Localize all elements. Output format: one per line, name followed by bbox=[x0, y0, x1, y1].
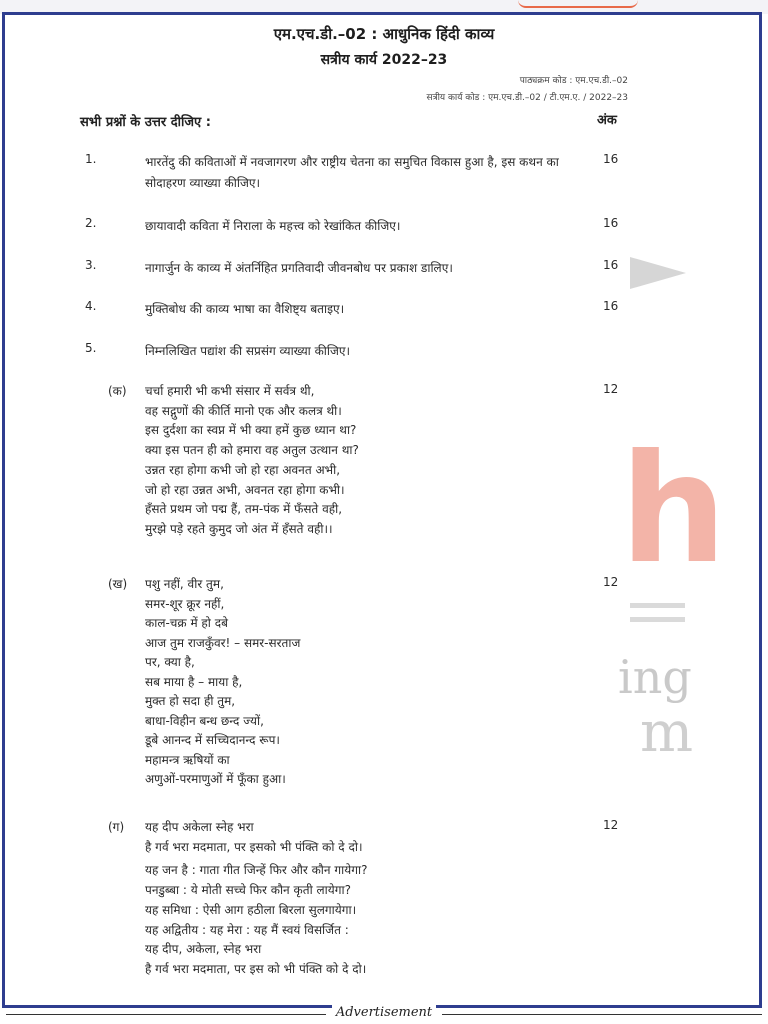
poem-line: क्या इस पतन ही को हमारा वह अतुल उत्थान था? bbox=[145, 443, 359, 458]
question-text: निम्नलिखित पद्यांश की सप्रसंग व्याख्या कीजिए। bbox=[145, 344, 351, 358]
advertisement-divider bbox=[0, 1004, 768, 1024]
poem-line: है गर्व भरा मदमाता, पर इसको भी पंक्ति को दे दो। bbox=[145, 839, 363, 854]
watermark-logo: h ing m bbox=[620, 255, 768, 775]
poem-line: काल-चक्र में हो दबे bbox=[145, 616, 228, 630]
page-subtitle: सत्रीय कार्य 2022–23 bbox=[320, 52, 448, 68]
question-marks: 16 bbox=[603, 299, 619, 313]
question-marks: 16 bbox=[603, 216, 619, 230]
poem-line: वह सद्गुणों की कीर्ति मानो एक और कलत्र थी। bbox=[145, 403, 342, 418]
part-label: (ग) bbox=[108, 820, 125, 834]
course-code: पाठ्यक्रम कोड : एम.एच.डी.–02 bbox=[519, 76, 628, 86]
poem-line: उन्नत रहा होगा कभी जो हो रहा अवनत अभी, bbox=[145, 462, 341, 477]
question-text: छायावादी कविता में निराला के महत्त्व को रेखांकित कीजिए। bbox=[145, 219, 401, 233]
question-text: मुक्तिबोध की काव्य भाषा का वैशिष्ट्य बताइए। bbox=[145, 302, 345, 316]
poem-line: समर-शूर क्रूर नहीं, bbox=[145, 596, 225, 611]
poem-line: महामन्त्र ऋषियों का bbox=[145, 752, 230, 767]
poem-line: जो हो रहा उन्नत अभी, अवनत रहा होगा कभी। bbox=[145, 482, 345, 497]
poem-line: इस दुर्दशा का स्वप्न में भी क्या हमें कुछ ध्यान था? bbox=[145, 423, 357, 438]
banner-accent bbox=[518, 0, 638, 8]
part-marks: 12 bbox=[603, 818, 619, 832]
poem-lines bbox=[145, 382, 359, 540]
poem-line: अणुओं-परमाणुओं में फूँका हुआ। bbox=[145, 772, 286, 786]
poem-line: पशु नहीं, वीर तुम, bbox=[145, 577, 224, 591]
part-label: (क) bbox=[108, 384, 127, 398]
poem-line: यह जन है : गाता गीत जिन्हें फिर और कौन गायेगा? bbox=[145, 863, 368, 878]
poem-line: बाधा-विहीन बन्ध छन्द ज्यों, bbox=[145, 713, 264, 728]
question-text: नागार्जुन के काव्य में अंतर्निहित प्रगतिवादी जीवनबोध पर प्रकाश डालिए। bbox=[145, 261, 453, 275]
poem-line: मुरझे पड़े रहते कुमुद जो अंत में हँसते वही।। bbox=[145, 521, 333, 536]
advertisement-label: Advertisement bbox=[332, 1005, 436, 1020]
part-label: (ख) bbox=[108, 577, 128, 591]
poem-lines bbox=[145, 818, 367, 980]
question-number: 5. bbox=[85, 341, 97, 355]
poem-line: यह अद्वितीय : यह मेरा : यह मैं स्वयं विसर्जित : bbox=[145, 922, 349, 937]
poem-line: चर्चा हमारी भी कभी संसार में सर्वत्र थी, bbox=[145, 384, 315, 398]
question-number: 4. bbox=[85, 299, 97, 313]
poem-line: पनडुब्बा : ये मोती सच्चे फिर कौन कृती लायेगा? bbox=[145, 883, 351, 898]
poem-line: पर, क्या है, bbox=[145, 655, 195, 669]
question-text: भारतेंदु की कविताओं में नवजागरण और राष्ट्रीय चेतना का समुचित विकास हुआ है, इस कथन का सोदाहरण व्याख्या कीजिए। bbox=[145, 155, 559, 190]
part-marks: 12 bbox=[603, 382, 619, 396]
question-number: 2. bbox=[85, 216, 97, 230]
instructions: सभी प्रश्नों के उत्तर दीजिए : bbox=[80, 115, 211, 130]
marks-heading: अंक bbox=[597, 113, 617, 128]
poem-line: सब माया है – माया है, bbox=[145, 674, 243, 689]
assignment-code: सत्रीय कार्य कोड : एम.एच.डी.–02 / टी.एम.ए. / 2022–23 bbox=[426, 93, 628, 103]
question-marks: 16 bbox=[603, 258, 619, 272]
poem-line: हँसते प्रथम जो पद्म हैं, तम-पंक में फँसते वही, bbox=[145, 502, 343, 517]
question-number: 3. bbox=[85, 258, 97, 272]
poem-line: है गर्व भरा मदमाता, पर इस को भी पंक्ति को दे दो। bbox=[145, 961, 367, 976]
poem-line: यह दीप अकेला स्नेह भरा bbox=[145, 820, 254, 834]
poem-line: यह दीप, अकेला, स्नेह भरा bbox=[145, 942, 262, 957]
question-marks: 16 bbox=[603, 152, 619, 166]
poem-line: डूबे आनन्द में सच्चिदानन्द रूप। bbox=[145, 733, 280, 747]
question-number: 1. bbox=[85, 152, 97, 166]
poem-line: यह समिधा : ऐसी आग हठीला बिरला सुलगायेगा। bbox=[145, 902, 357, 917]
poem-line: मुक्त हो सदा ही तुम, bbox=[145, 694, 236, 708]
part-marks: 12 bbox=[603, 575, 619, 589]
poem-lines bbox=[145, 575, 300, 790]
page-title: एम.एच.डी.–02 : आधुनिक हिंदी काव्य bbox=[273, 25, 495, 43]
poem-line: आज तुम राजकुँवर! – समर-सरताज bbox=[145, 635, 301, 650]
